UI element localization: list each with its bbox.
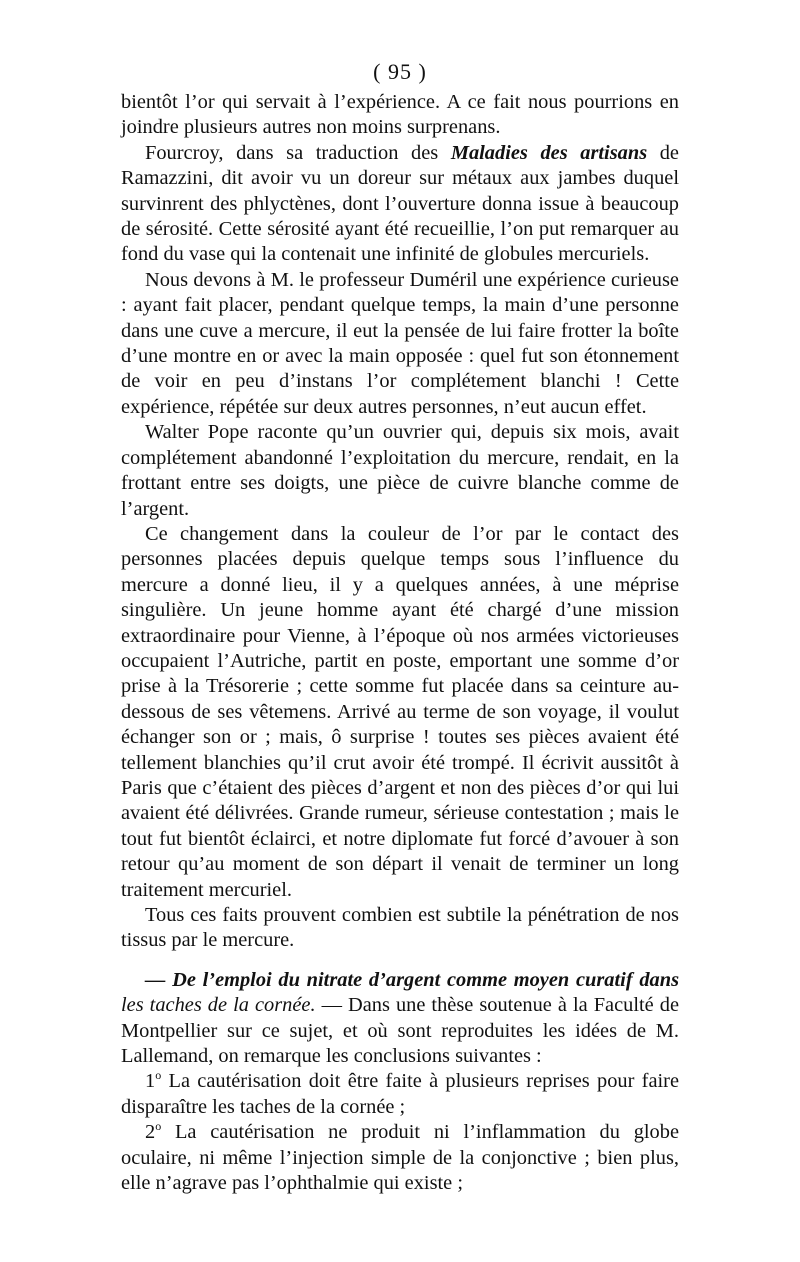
document-page bbox=[121, 58, 679, 1196]
page-number: ( 95 ) bbox=[373, 59, 427, 84]
paragraph-fourcroy-after: de Ramazzini, dit avoir vu un doreur sur métaux aux jambes duquel survinrent des phlyctènes, dont l’ouverture donna issue à beaucoup de sérosité. Cette sérosité ayant été recueillie, l’on put remarquer au fond du vase qui la contenait une infinité de globules mercuriels. bbox=[121, 141, 679, 266]
section-heading-bold: — De l’emploi du nitrate d’argent comme moyen curatif dans bbox=[145, 968, 679, 991]
paragraph-conclusion: Tous ces faits prouvent combien est subtile la pénétration de nos tissus par le mercure. bbox=[121, 904, 679, 952]
list-item-2-text: La cautérisation ne produit ni l’inflammation du globe oculaire, ni même l’injection simple de la conjonctive ; bien plus, elle n’agrave pas l’ophthalmie qui existe ; bbox=[121, 1121, 679, 1195]
list-item-1-number: 1 bbox=[145, 1070, 156, 1093]
paragraph-fourcroy-before: Fourcroy, dans sa traduction des bbox=[145, 141, 451, 164]
book-title-reference: Maladies des artisans bbox=[450, 141, 648, 164]
list-item-2-ordinal: o bbox=[155, 1119, 162, 1134]
paragraph-fourcroy bbox=[121, 141, 679, 268]
section-nitrate bbox=[121, 968, 679, 1070]
list-item-1-text: La cautérisation doit être faite à plusieurs reprises pour faire disparaître les taches de la cornée ; bbox=[121, 1070, 679, 1118]
paragraph-walter-pope: Walter Pope raconte qu’un ouvrier qui, depuis six mois, avait complétement abandonné l’exploitation du mercure, rendait, en la frottant entre ses doigts, une pièce de cuivre blanche comme de l’argent. bbox=[121, 421, 679, 520]
list-item-2 bbox=[121, 1120, 679, 1196]
list-item-2-number: 2 bbox=[145, 1121, 156, 1144]
list-item-1 bbox=[121, 1069, 679, 1120]
section-body: — Dans une thèse soutenue à la Faculté de Montpellier sur ce sujet, et où sont reproduites les idées de M. Lallemand, on remarque les conclusions suivantes : bbox=[121, 994, 679, 1068]
paragraph-dumeril: Nous devons à M. le professeur Duméril une expérience curieuse : ayant fait placer, pendant quelque temps, la main d’une personne dans une cuve a mercure, il eut la pensée de lui faire frotter la boîte d’une montre en or avec la main opposée : quel fut son étonnement de voir en peu d’instans l’or complétement blanchi ! Cette expérience, répétée sur deux autres personnes, n’eut aucun effet. bbox=[121, 268, 679, 418]
section-heading-italic: les taches de la cornée. bbox=[121, 994, 316, 1017]
paragraph-anecdote: Ce changement dans la couleur de l’or par le contact des personnes placées depuis quelque temps sous l’influence du mercure a donné lieu, il y a quelques années, à une méprise singulière. Un jeune homme ayant été chargé d’une mission extraordinaire pour Vienne, à l’époque où nos armées victorieuses occupaient l’Autriche, partit en poste, emportant une somme d’or prise à la Trésorerie ; cette somme fut placée dans sa ceinture au-dessous de ses vêtemens. Arrivé au terme de son voyage, il voulut échanger son or ; mais, ô surprise ! toutes ses pièces avaient été tellement blanchies qu’il crut avoir été trompé. Il écrivit aussitôt à Paris que c’étaient des pièces d’argent et non des pièces d’or qui lui avaient été délivrées. Grande rumeur, sérieuse contestation ; mais le tout fut bientôt éclairci, et notre diplomate fut forcé d’avouer à son retour qu’au moment de son départ il venait de terminer un long traitement mercuriel. bbox=[121, 522, 679, 901]
list-item-1-ordinal: o bbox=[155, 1068, 162, 1083]
paragraph-continuation: bientôt l’or qui servait à l’expérience. A ce fait nous pourrions en joindre plusieurs autres non moins surprenans. bbox=[121, 91, 679, 139]
